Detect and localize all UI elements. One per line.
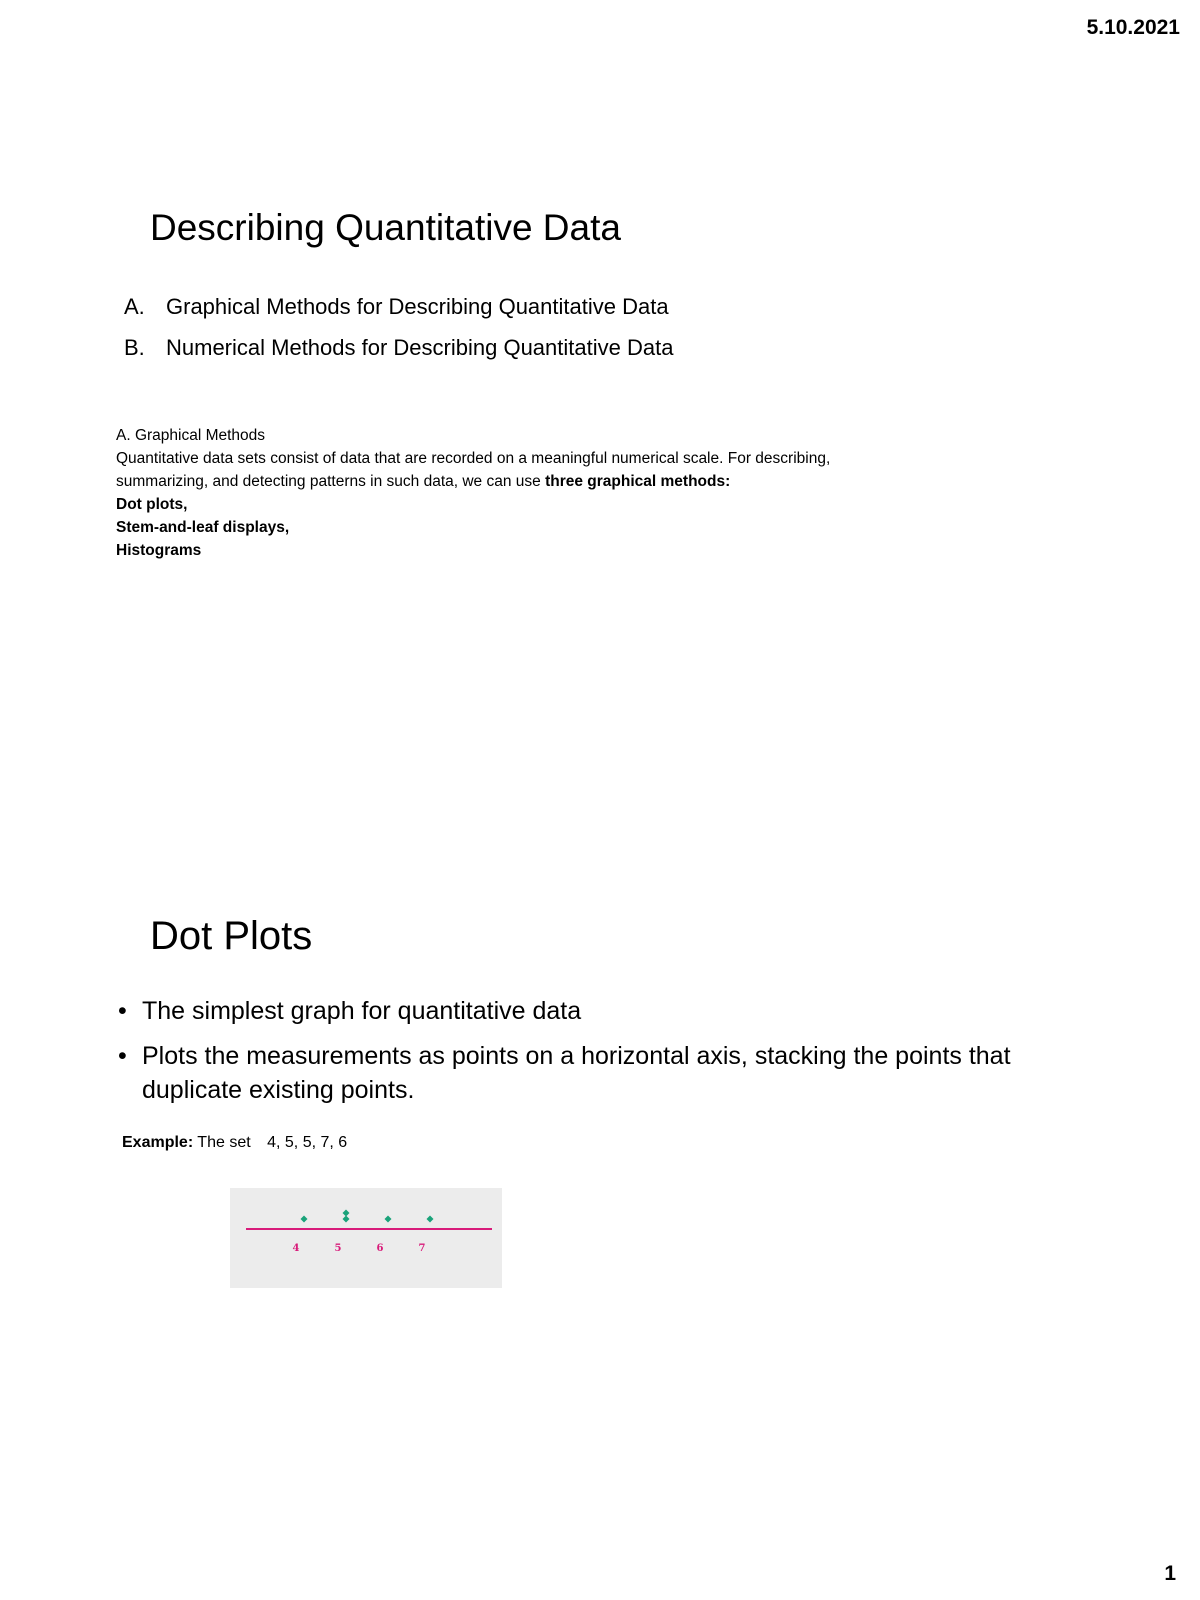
notes-body-line2 (116, 470, 1016, 493)
example-text: The set (197, 1134, 251, 1151)
method-item: Stem-and-leaf displays, (116, 519, 290, 536)
method-item: Dot plots, (116, 496, 188, 513)
notes-heading: A. Graphical Methods (116, 427, 266, 444)
dot-plot (230, 1188, 502, 1288)
notes-body-line1: Quantitative data sets consist of data that are recorded on a meaningful numerical scale. For describing, (116, 450, 831, 467)
slide1-title: Describing Quantitative Data (150, 207, 621, 248)
outline-list (124, 294, 673, 376)
dot-plot-tick-label: 7 (418, 1243, 426, 1254)
dot-plot-tick-label: 6 (376, 1243, 384, 1254)
notes-body-bold: three graphical methods: (545, 473, 731, 490)
example-line (122, 1134, 347, 1152)
slide2-title: Dot Plots (150, 914, 313, 958)
notes-body-plain: summarizing, and detecting patterns in such data, we can use (116, 473, 546, 490)
dot-plot-point (343, 1216, 350, 1223)
bullet-list (118, 994, 1018, 1118)
example-label: Example: (122, 1134, 194, 1151)
dot-plot-point (385, 1216, 392, 1223)
bullet-item: • The simplest graph for quantitative data (118, 994, 1018, 1028)
page-number: 1 (1164, 1562, 1176, 1585)
dot-plot-point (343, 1210, 350, 1217)
dot-plot-point (301, 1216, 308, 1223)
method-item: Histograms (116, 542, 202, 559)
outline-marker: A. (124, 294, 145, 319)
bullet-item: • Plots the measurements as points on a horizontal axis, stacking the points that duplicate existing points. (118, 1039, 1018, 1107)
notes-block (116, 424, 1016, 562)
example-values: 4, 5, 5, 7, 6 (267, 1134, 348, 1151)
dot-plot-svg (230, 1188, 502, 1288)
outline-item (124, 335, 673, 376)
outline-text: Numerical Methods for Describing Quantitative Data (166, 335, 674, 360)
dot-plot-tick-label: 5 (334, 1243, 342, 1254)
outline-text: Graphical Methods for Describing Quantitative Data (166, 294, 669, 319)
dot-plot-tick-label: 4 (292, 1243, 300, 1254)
header-date: 5.10.2021 (1086, 16, 1180, 39)
outline-marker: B. (124, 335, 145, 360)
outline-item (124, 294, 673, 335)
dot-plot-point (427, 1216, 434, 1223)
